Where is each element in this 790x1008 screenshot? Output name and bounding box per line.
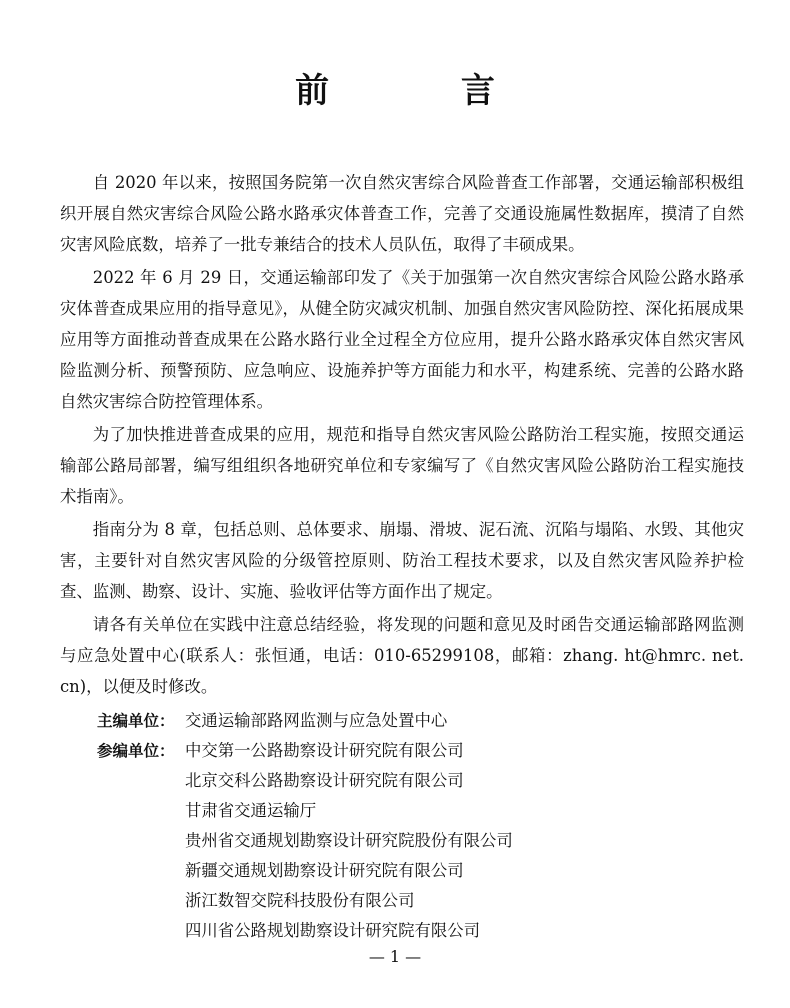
participating-editor-unit: 北京交科公路勘察设计研究院有限公司 (185, 771, 464, 790)
participating-editor-unit: 浙江数智交院科技股份有限公司 (185, 891, 415, 910)
page-title: 前 言 (295, 71, 555, 111)
participating-editor-unit: 新疆交通规划勘察设计研究院有限公司 (185, 861, 464, 880)
paragraph-1: 自 2020 年以来，按照国务院第一次自然灾害综合风险普查工作部署，交通运输部积极组织开展自然灾害综合风险公路水路承灾体普查工作，完善了交通设施属性数据库，摸清了自然灾害风险底数，培养了一批专兼结合的技术人员队伍，取得了丰硕成果。 (60, 173, 744, 254)
participating-editor-label: 参编单位： (97, 742, 175, 760)
chief-editor-label: 主编单位： (97, 712, 175, 730)
page-number: — 1 — (368, 947, 422, 966)
chief-editor-row (60, 706, 744, 736)
paragraph-3: 为了加快推进普查成果的应用，规范和指导自然灾害风险公路防治工程实施，按照交通运输部公路局部署，编写组组织各地研究单位和专家编写了《自然灾害风险公路防治工程实施技术指南》。 (60, 425, 744, 506)
chief-editor-unit: 交通运输部路网监测与应急处置中心 (185, 711, 448, 730)
paragraph-4: 指南分为 8 章，包括总则、总体要求、崩塌、滑坡、泥石流、沉陷与塌陷、水毁、其他灾害，主要针对自然灾害风险的分级管控原则、防治工程技术要求，以及自然灾害风险养护检查、监测、勘察、设计、实施、验收评估等方面作出了规定。 (60, 520, 744, 601)
participating-editor-list (185, 736, 513, 946)
chief-editor-list (185, 706, 447, 736)
participating-editor-unit: 甘肃省交通运输厅 (185, 801, 317, 820)
participating-editor-unit: 贵州省交通规划勘察设计研究院股份有限公司 (185, 831, 513, 850)
paragraph-2: 2022 年 6 月 29 日，交通运输部印发了《关于加强第一次自然灾害综合风险公路水路承灾体普查成果应用的指导意见》，从健全防灾减灾机制、加强自然灾害风险防控、深化拓展成果应用等方面推动普查成果在公路水路行业全过程全方位应用，提升公路水路承灾体自然灾害风险监测分析、预警预防、应急响应、设施养护等方面能力和水平，构建系统、完善的公路水路自然灾害综合防控管理体系。 (60, 268, 744, 411)
participating-editor-unit: 四川省公路规划勘察设计研究院有限公司 (185, 921, 481, 940)
participating-editor-row (60, 736, 744, 946)
editing-units (60, 706, 744, 946)
participating-editor-unit: 中交第一公路勘察设计研究院有限公司 (185, 741, 464, 760)
preface-body (60, 167, 744, 946)
paragraph-5: 请各有关单位在实践中注意总结经验，将发现的问题和意见及时函告交通运输部路网监测与应急处置中心(联系人：张恒通，电话：010-65299108，邮箱：zhang. ht@hmrc. net. cn)，以便及时修改。 (60, 615, 744, 696)
